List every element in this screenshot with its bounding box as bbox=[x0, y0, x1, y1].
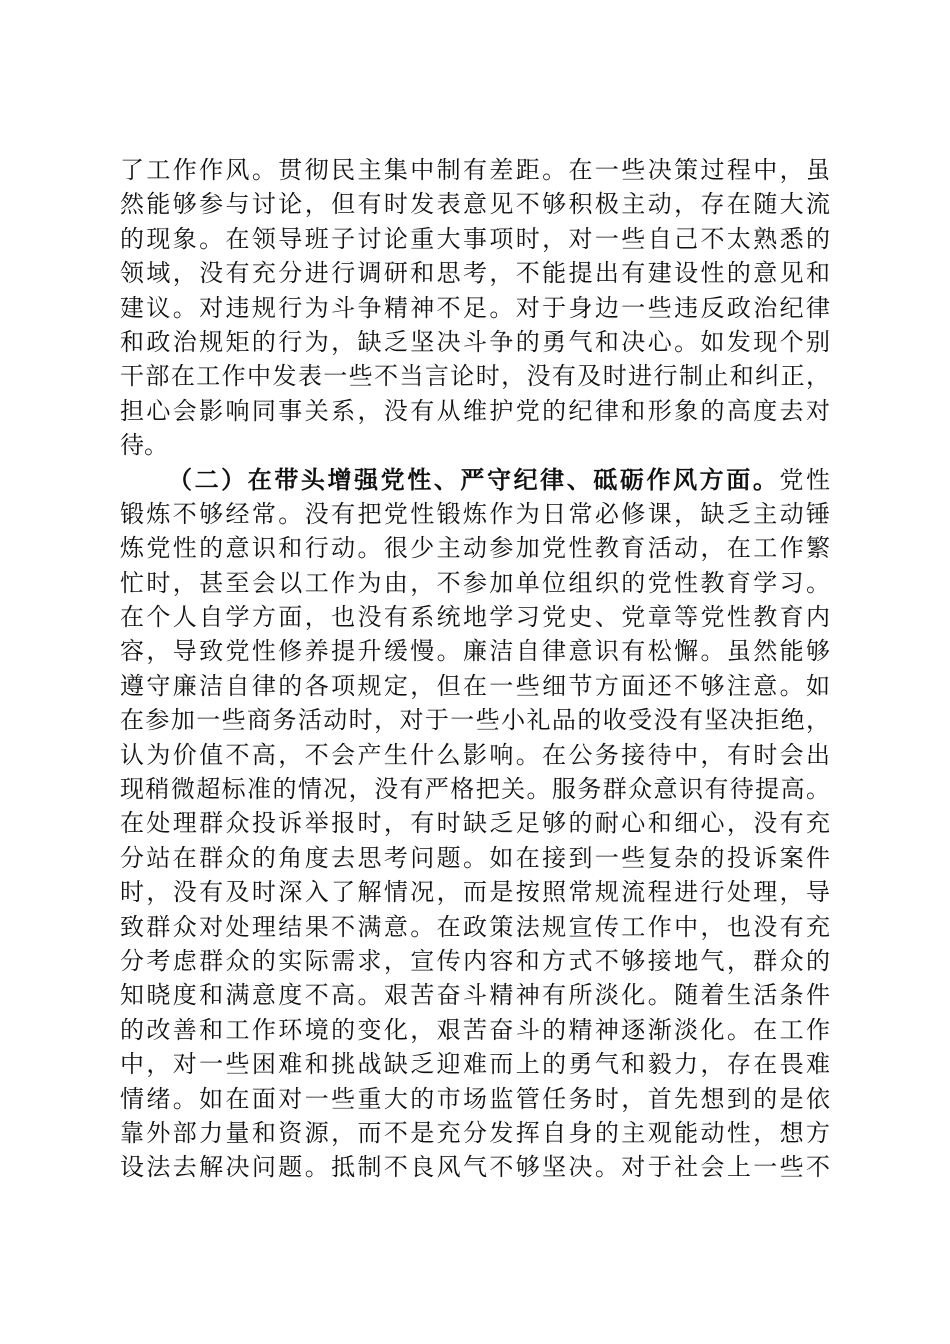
text-line: 领域，没有充分进行调研和思考，不能提出有建设性的意见和 bbox=[120, 259, 830, 288]
text-line: 致群众对处理结果不满意。在政策法规宣传工作中，也没有充 bbox=[120, 912, 830, 941]
text-line: 锻炼不够经常。没有把党性锻炼作为日常必修课，缺乏主动锤 bbox=[120, 499, 830, 528]
text-line: 建议。对违规行为斗争精神不足。对于身边一些违反政治纪律 bbox=[120, 293, 830, 322]
document-page bbox=[120, 153, 830, 1185]
paragraph-2 bbox=[120, 463, 830, 1185]
text-line: 炼党性的意识和行动。很少主动参加党性教育活动，在工作繁 bbox=[120, 534, 830, 563]
text-line: 分考虑群众的实际需求，宣传内容和方式不够接地气，群众的 bbox=[120, 946, 830, 975]
text-line: 了工作作风。贯彻民主集中制有差距。在一些决策过程中，虽 bbox=[120, 156, 830, 184]
text-line: 的改善和工作环境的变化，艰苦奋斗的精神逐渐淡化。在工作 bbox=[120, 1015, 830, 1044]
section-heading: （二）在带头增强党性、严守纪律、砥砺作风方面。 bbox=[168, 464, 780, 494]
text-line: 时，没有及时深入了解情况，而是按照常规流程进行处理，导 bbox=[120, 878, 830, 907]
text-line: 分站在群众的角度去思考问题。如在接到一些复杂的投诉案件 bbox=[120, 843, 830, 872]
paragraph-1 bbox=[120, 153, 830, 463]
text-line: 中，对一些困难和挑战缺乏迎难而上的勇气和毅力，存在畏难 bbox=[120, 1050, 830, 1079]
text-line: 认为价值不高，不会产生什么影响。在公务接待中，有时会出 bbox=[120, 740, 830, 769]
text-line: 在处理群众投诉举报时，有时缺乏足够的耐心和细心，没有充 bbox=[120, 809, 830, 838]
text-line: 情绪。如在面对一些重大的市场监管任务时，首先想到的是依 bbox=[120, 1084, 830, 1113]
text-line: 设法去解决问题。抵制不良风气不够坚决。对于社会上一些不 bbox=[120, 1153, 830, 1182]
text-line: 靠外部力量和资源，而不是充分发挥自身的主观能动性，想方 bbox=[120, 1118, 830, 1147]
text-line: 知晓度和满意度不高。艰苦奋斗精神有所淡化。随着生活条件 bbox=[120, 981, 830, 1010]
paragraph-first-line bbox=[120, 463, 830, 497]
text-line: 在个人自学方面，也没有系统地学习党史、党章等党性教育内 bbox=[120, 603, 830, 632]
text-line: 然能够参与讨论，但有时发表意见不够积极主动，存在随大流 bbox=[120, 190, 830, 219]
text-line: 忙时，甚至会以工作为由，不参加单位组织的党性教育学习。 bbox=[120, 568, 830, 597]
text-line: 在参加一些商务活动时，对于一些小礼品的收受没有坚决拒绝， bbox=[120, 706, 830, 735]
text-line: 现稍微超标准的情况，没有严格把关。服务群众意识有待提高。 bbox=[120, 775, 830, 804]
text-line: 干部在工作中发表一些不当言论时，没有及时进行制止和纠正， bbox=[120, 362, 830, 391]
text-line: 遵守廉洁自律的各项规定，但在一些细节方面还不够注意。如 bbox=[120, 671, 830, 700]
text-line: 担心会影响同事关系，没有从维护党的纪律和形象的高度去对 bbox=[120, 396, 830, 425]
text-line: 的现象。在领导班子讨论重大事项时，对一些自己不太熟悉的 bbox=[120, 224, 830, 253]
text-line: 容，导致党性修养提升缓慢。廉洁自律意识有松懈。虽然能够 bbox=[120, 637, 830, 666]
text-line: 待。 bbox=[120, 431, 168, 460]
text-line: 和政治规矩的行为，缺乏坚决斗争的勇气和决心。如发现个别 bbox=[120, 327, 830, 356]
text-fragment: 党性 bbox=[779, 465, 830, 494]
